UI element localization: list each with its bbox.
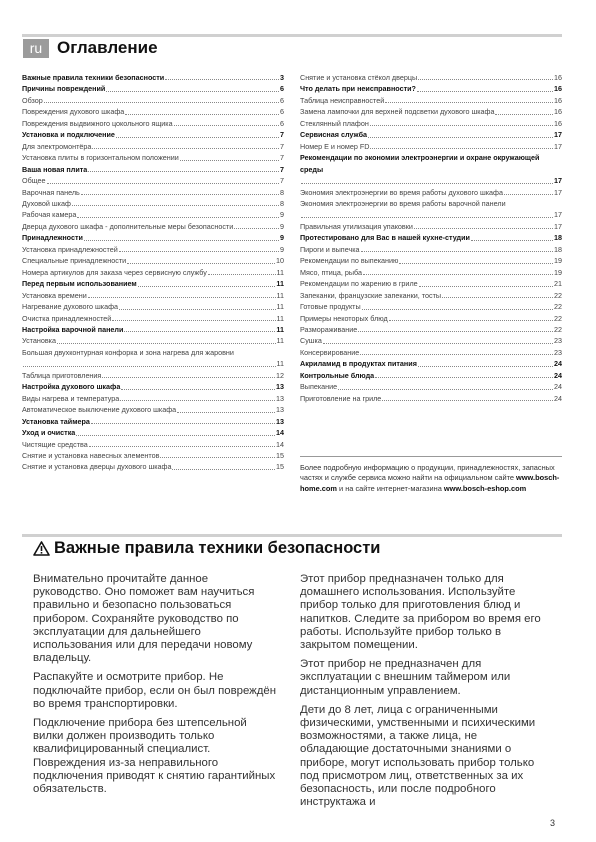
toc-leader-dots (362, 309, 553, 310)
toc-entry-title: Приготовление на гриле (300, 393, 382, 403)
info-divider (300, 456, 562, 457)
toc-entry-page: 15 (276, 462, 284, 472)
toc-entry-page: 11 (276, 313, 284, 323)
toc-entry-title: Установка (22, 336, 56, 346)
toc-entry[interactable] (22, 416, 284, 427)
toc-entry[interactable] (300, 324, 562, 335)
toc-entry-title: Акриламид в продуктах питания (300, 359, 417, 369)
toc-entry[interactable] (300, 232, 562, 243)
toc-entry-title: Духовой шкаф (22, 198, 71, 208)
toc-entry-title: Выпекание (300, 382, 338, 392)
toc-entry-page: 18 (554, 233, 562, 243)
toc-entry-title: Настройка варочной панели (22, 324, 124, 334)
toc-entry-title: Важные правила техники безопасности (22, 73, 165, 82)
toc-entry[interactable] (22, 175, 284, 186)
toc-entry-page: 24 (554, 370, 562, 380)
toc-entry-page: 16 (554, 73, 562, 82)
toc-entry-page: 17 (554, 130, 562, 140)
toc-entry-title: Контрольные блюда (300, 370, 375, 380)
header-bar (22, 34, 562, 37)
toc-entry[interactable] (300, 381, 562, 392)
toc-entry[interactable] (300, 72, 562, 83)
toc-entry-page: 7 (280, 164, 284, 174)
toc-entry-page: 8 (280, 198, 284, 208)
toc-entry-page: 11 (276, 279, 284, 289)
toc-entry[interactable] (22, 83, 284, 94)
toc-entry-page: 8 (280, 187, 284, 197)
toc-leader-dots (120, 400, 275, 401)
toc-leader-dots (419, 286, 553, 287)
toc-entry-title: Чистящие средства (22, 439, 88, 449)
toc-entry-page: 12 (276, 370, 284, 380)
toc-entry-page: 11 (276, 336, 284, 346)
toc-entry[interactable] (300, 95, 562, 106)
toc-entry-page: 22 (554, 324, 562, 334)
toc-entry[interactable] (300, 267, 562, 278)
toc-leader-dots (338, 389, 553, 390)
toc-leader-dots (160, 457, 275, 458)
warning-icon (33, 541, 50, 556)
toc-leader-dots (389, 320, 553, 321)
section-title-text: Важные правила техники безопасности (54, 539, 381, 557)
toc-leader-dots (91, 423, 275, 424)
toc-leader-dots (301, 217, 553, 218)
toc-entry-page: 6 (280, 107, 284, 117)
toc-entry-page: 13 (276, 416, 284, 426)
toc-leader-dots (385, 102, 553, 103)
toc-leader-dots (127, 263, 275, 264)
toc-entry-page: 13 (276, 405, 284, 415)
toc-entry[interactable] (300, 255, 562, 266)
toc-entry-title: Рекомендации по выпеканию (300, 256, 399, 266)
toc-leader-dots (208, 274, 276, 275)
toc-entry-title: Установка принадлежностей (22, 244, 118, 254)
toc-entry-page: 17 (554, 176, 562, 186)
toc-entry-page: 3 (280, 73, 284, 82)
toc-leader-dots (124, 331, 275, 332)
toc-entry-title: Очистка принадлежностей (22, 313, 112, 323)
toc-entry-title: Готовые продукты (300, 302, 361, 312)
info-note (300, 463, 562, 494)
toc-leader-dots (180, 160, 279, 161)
toc-entry-title: Установка времени (22, 290, 87, 300)
section-right-column (300, 573, 546, 815)
toc-entry-page: 13 (276, 382, 284, 392)
toc-leader-dots (301, 183, 553, 184)
toc-entry-page: 7 (280, 153, 284, 163)
toc-entry[interactable] (22, 370, 284, 381)
toc-leader-dots (504, 194, 553, 195)
toc-leader-dots (442, 297, 553, 298)
toc-leader-dots (47, 183, 279, 184)
toc-entry[interactable] (300, 358, 562, 369)
toc-entry[interactable] (300, 335, 562, 346)
toc-entry-page: 17 (554, 210, 562, 220)
toc-leader-dots (399, 263, 553, 264)
section-title (33, 539, 380, 558)
toc-entry-title: Запеканки, французские запеканки, тосты (300, 290, 442, 300)
toc-entry-page: 18 (554, 244, 562, 254)
toc-leader-dots (418, 366, 553, 367)
toc-entry[interactable] (300, 198, 562, 221)
toc-entry-title: Уход и очистка (22, 428, 76, 438)
toc-entry[interactable] (300, 187, 562, 198)
info-site-1[interactable]: www.bosch-home.com (300, 473, 560, 493)
toc-entry-page: 19 (554, 256, 562, 266)
toc-leader-dots (375, 377, 553, 378)
toc-entry-page: 15 (276, 450, 284, 460)
toc-entry-title: Перед первым использованием (22, 279, 137, 289)
toc-entry-page: 21 (554, 279, 562, 289)
toc-entry[interactable] (300, 152, 562, 186)
toc-entry[interactable] (300, 118, 562, 129)
toc-entry[interactable] (22, 95, 284, 106)
toc-entry-page: 17 (554, 187, 562, 197)
toc-entry-title: Повреждения духового шкафа (22, 107, 125, 117)
toc-leader-dots (72, 205, 279, 206)
body-paragraph: Дети до 8 лет, лица с ограниченными физическими, умственными и психическими возможностями, а также лица, не обладающие достаточными знаниями о приборе, могут использовать прибор только под присмотром лиц, ответственных за их безопасность, или после подробного инструктажа и (300, 703, 536, 809)
toc-entry[interactable] (22, 118, 284, 129)
toc-entry[interactable] (22, 152, 284, 163)
toc-leader-dots (84, 240, 279, 241)
toc-entry-title: Сервисная служба (300, 130, 368, 140)
toc-leader-dots (363, 274, 553, 275)
toc-entry-title: Экономия электроэнергии во время работы варочной панели (300, 198, 506, 208)
toc-leader-dots (76, 435, 275, 436)
toc-leader-dots (495, 114, 553, 115)
toc-entry-title: Сушка (300, 336, 322, 346)
toc-entry-title: Ваша новая плита (22, 164, 88, 174)
page-number: 3 (550, 818, 556, 828)
toc-leader-dots (417, 91, 553, 92)
toc-entry-title: Установка плиты в горизонтальном положении (22, 153, 179, 163)
toc-entry-title: Пироги и выпечка (300, 244, 360, 254)
toc-entry-title: Для электромонтёра (22, 141, 92, 151)
toc-entry-title: Снятие и установка дверцы духового шкафа (22, 462, 172, 472)
toc-entry-page: 23 (554, 336, 562, 346)
toc-entry-page: 11 (276, 302, 284, 312)
toc-leader-dots (174, 125, 279, 126)
toc-entry[interactable] (300, 313, 562, 324)
toc-entry-page: 24 (554, 359, 562, 369)
toc-entry-title: Повреждения выдвижного цокольного ящика (22, 118, 173, 128)
toc-entry-title: Автоматическое выключение духового шкафа (22, 405, 177, 415)
toc-entry-title: Что делать при неисправности? (300, 84, 416, 94)
toc-entry[interactable] (22, 347, 284, 370)
toc-entry-page: 16 (554, 107, 562, 117)
toc-entry[interactable] (22, 141, 284, 152)
toc-leader-dots (358, 331, 553, 332)
toc-entry[interactable] (22, 404, 284, 415)
info-site-2[interactable]: www.bosch-eshop.com (443, 483, 527, 493)
toc-leader-dots (57, 343, 276, 344)
toc-entry-title: Причины повреждений (22, 84, 106, 94)
toc-entry-page: 6 (280, 118, 284, 128)
toc-entry-page: 22 (554, 290, 562, 300)
body-paragraph: Этот прибор предназначен только для домашнего использования. Используйте прибор только для приготовления блюд и напитков. Следите за прибором во время его работы. Используйте прибор только в закрытом помещении. (300, 573, 541, 652)
body-paragraph: Внимательно прочитайте данное руководство. Оно поможет вам научиться правильно и безопасно пользоваться прибором. Сохраняйте руководство по эксплуатации для дальнейшего использования или для передачи новому владельцу. (33, 573, 255, 665)
toc-leader-dots (44, 102, 279, 103)
toc-entry-page: 17 (554, 221, 562, 231)
toc-entry[interactable] (22, 106, 284, 117)
body-paragraph: Подключение прибора без штепсельной вилки должен производить только квалифицированный специалист. Повреждения из-за неправильного подключения приводят к снятию гарантийных обязательств. (33, 717, 276, 796)
toc-entry-title: Установка и подключение (22, 130, 115, 140)
toc-entry[interactable] (300, 221, 562, 232)
toc-entry-page: 24 (554, 393, 562, 403)
body-paragraph: Распакуйте и осмотрите прибор. Не подключайте прибор, если он был повреждён во время транспортировки. (33, 671, 277, 710)
toc-entry-title: Экономия электроэнергии во время работы духового шкафа (300, 187, 503, 197)
section-left-column (33, 573, 279, 802)
toc-entry-page: 17 (554, 141, 562, 151)
toc-leader-dots (88, 297, 276, 298)
toc-leader-dots (370, 148, 553, 149)
toc-entry-title: Номера артикулов для заказа через сервисную службу (22, 267, 207, 277)
toc-entry-page: 6 (280, 95, 284, 105)
toc-entry[interactable] (22, 313, 284, 324)
toc-entry[interactable] (22, 427, 284, 438)
toc-entry-title: Виды нагрева и температура (22, 393, 120, 403)
toc-leader-dots (119, 251, 279, 252)
toc-entry-title: Таблица неисправностей (300, 95, 385, 105)
toc-entry-page: 24 (554, 382, 562, 392)
toc-leader-dots (177, 412, 275, 413)
toc-entry[interactable] (300, 106, 562, 117)
language-badge: ru (23, 39, 49, 58)
toc-leader-dots (323, 343, 553, 344)
toc-entry-title: Размораживание (300, 324, 358, 334)
toc-entry-title: Таблица приготовления (22, 370, 102, 380)
toc-entry-title: Стеклянный плафон (300, 118, 369, 128)
toc-leader-dots (89, 446, 275, 447)
toc-entry[interactable] (22, 187, 284, 198)
toc-entry[interactable] (22, 221, 284, 232)
toc-entry[interactable] (22, 164, 284, 175)
toc-entry-title: Большая двухконтурная конфорка и зона нагрева для жаровни (22, 347, 234, 357)
info-text-2: и на сайте интернет-магазина (336, 483, 444, 493)
toc-entry-title: Варочная панель (22, 187, 80, 197)
toc-leader-dots (88, 171, 279, 172)
toc-entry[interactable] (300, 290, 562, 301)
toc-leader-dots (138, 286, 276, 287)
toc-entry[interactable] (22, 461, 284, 472)
toc-entry[interactable] (22, 255, 284, 266)
toc-entry[interactable] (22, 198, 284, 209)
toc-entry-title: Рекомендации по жарению в гриле (300, 279, 418, 289)
toc-entry[interactable] (300, 347, 562, 358)
toc-entry[interactable] (22, 393, 284, 404)
toc-entry-title: Снятие и установка стёкол дверцы (300, 73, 418, 82)
toc-entry-page: 10 (276, 256, 284, 266)
toc-entry[interactable] (22, 335, 284, 346)
toc-entry-title: Консервирование (300, 347, 360, 357)
toc-entry[interactable] (22, 439, 284, 450)
toc-leader-dots (23, 366, 276, 367)
toc-entry[interactable] (22, 209, 284, 220)
toc-entry-page: 23 (554, 347, 562, 357)
toc-entry-page: 19 (554, 267, 562, 277)
toc-entry-page: 9 (280, 210, 284, 220)
toc-leader-dots (418, 79, 553, 80)
toc-leader-dots (382, 400, 553, 401)
toc-entry[interactable] (22, 290, 284, 301)
toc-entry[interactable] (22, 301, 284, 312)
toc-entry-title: Обзор (22, 95, 43, 105)
toc-entry-page: 22 (554, 313, 562, 323)
toc-entry[interactable] (22, 450, 284, 461)
toc-entry-title: Принадлежности (22, 233, 83, 243)
toc-entry-title: Снятие и установка навесных элементов (22, 450, 160, 460)
toc-entry-title: Протестировано для Вас в нашей кухне-студии (300, 233, 470, 243)
toc-entry-page: 11 (276, 324, 284, 334)
toc-leader-dots (172, 469, 275, 470)
info-text-1: Более подробную информацию о продукции, принадлежностях, запасных частях и службе сервиса можно найти на официальном сайте (300, 463, 555, 483)
section-bar (22, 534, 562, 537)
toc-entry-page: 13 (276, 393, 284, 403)
toc-entry[interactable] (22, 232, 284, 243)
body-paragraph: Этот прибор не предназначен для эксплуатации с внешним таймером или дистанционным управлением. (300, 658, 511, 697)
toc-entry-title: Дверца духового шкафа - дополнительные меры безопасности (22, 221, 234, 231)
toc-entry-page: 11 (276, 359, 284, 369)
toc-entry-title: Установка таймера (22, 416, 90, 426)
toc-entry-page: 11 (276, 267, 284, 277)
toc-entry[interactable] (22, 244, 284, 255)
toc-entry-page: 7 (280, 176, 284, 186)
toc-leader-dots (112, 320, 275, 321)
toc-entry[interactable] (300, 393, 562, 404)
toc-entry-title: Номер Е и номер FD (300, 141, 370, 151)
toc-leader-dots (165, 79, 279, 80)
toc-entry-page: 6 (280, 84, 284, 94)
toc-entry-page: 14 (276, 428, 284, 438)
toc-leader-dots (121, 389, 275, 390)
toc-leader-dots (92, 148, 279, 149)
toc-leader-dots (106, 91, 279, 92)
toc-entry-title: Настройка духового шкафа (22, 382, 121, 392)
toc-leader-dots (361, 251, 553, 252)
toc-entry-title: Нагревание духового шкафа (22, 302, 118, 312)
toc-entry-title: Замена лампочки для верхней подсветки духового шкафа (300, 107, 495, 117)
toc-entry[interactable] (22, 72, 284, 83)
toc-entry-page: 9 (280, 221, 284, 231)
toc-leader-dots (116, 137, 279, 138)
toc-entry-page: 14 (276, 439, 284, 449)
toc-entry-page: 7 (280, 141, 284, 151)
toc-entry-page: 9 (280, 244, 284, 254)
toc-leader-dots (102, 377, 275, 378)
toc-leader-dots (77, 217, 279, 218)
toc-entry[interactable] (300, 244, 562, 255)
toc-entry-page: 7 (280, 130, 284, 140)
toc-entry[interactable] (300, 301, 562, 312)
toc-entry[interactable] (22, 267, 284, 278)
toc-leader-dots (414, 228, 553, 229)
toc-entry[interactable] (300, 141, 562, 152)
toc-leader-dots (471, 240, 553, 241)
toc-entry[interactable] (300, 129, 562, 140)
toc-title: Оглавление (57, 38, 158, 57)
toc-entry-page: 16 (554, 84, 562, 94)
toc-entry-title: Рекомендации по экономии электроэнергии и охране окружающей среды (300, 153, 540, 174)
toc-entry-title: Примеры некоторых блюд (300, 313, 388, 323)
toc-leader-dots (360, 354, 553, 355)
toc-entry[interactable] (22, 381, 284, 392)
toc-entry-title: Специальные принадлежности (22, 256, 127, 266)
toc-leader-dots (368, 137, 553, 138)
toc-entry-page: 16 (554, 95, 562, 105)
toc-entry[interactable] (22, 278, 284, 289)
toc-entry-page: 22 (554, 302, 562, 312)
toc-entry-title: Мясо, птица, рыба (300, 267, 362, 277)
toc-leader-dots (119, 309, 276, 310)
toc-leader-dots (370, 125, 553, 126)
toc-entry[interactable] (300, 278, 562, 289)
toc-entry-page: 9 (280, 233, 284, 243)
toc-entry[interactable] (22, 324, 284, 335)
toc-leader-dots (81, 194, 279, 195)
toc-entry[interactable] (300, 83, 562, 94)
toc-leader-dots (234, 228, 279, 229)
toc-leader-dots (125, 114, 279, 115)
toc-entry[interactable] (22, 129, 284, 140)
toc-entry-page: 11 (276, 290, 284, 300)
toc-entry-title: Общее (22, 176, 46, 186)
toc-entry-title: Рабочая камера (22, 210, 77, 220)
toc-right-column (300, 72, 562, 404)
toc-entry-page: 16 (554, 118, 562, 128)
toc-left-column (22, 72, 284, 473)
toc-entry[interactable] (300, 370, 562, 381)
toc-entry-title: Правильная утилизация упаковки (300, 221, 413, 231)
